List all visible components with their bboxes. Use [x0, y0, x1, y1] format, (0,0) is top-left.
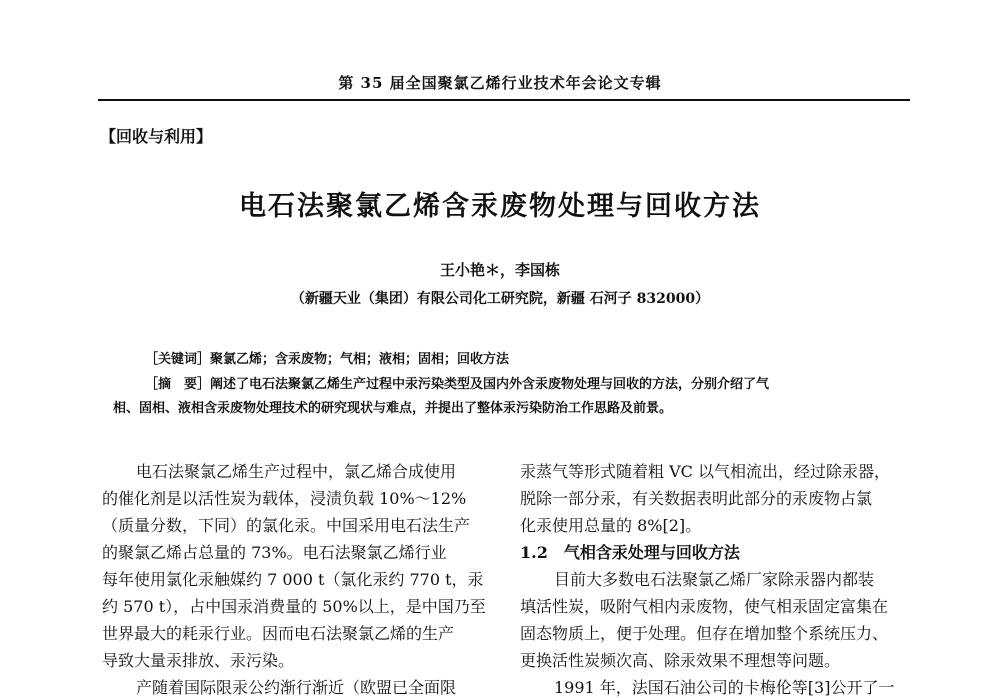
right-column [500, 0, 1000, 696]
keywords: ［关键词］聚氯乙烯；含汞废物；气相；液相；固相；回收方法 [145, 352, 510, 367]
body-line: 每年使用氯化汞触媒约 7 000 t（氯化汞约 770 t，汞 [102, 570, 484, 589]
body-line: 的聚氯乙烯占总量的 73%。电石法聚氯乙烯行业 [102, 543, 447, 562]
body-line: 电石法聚氯乙烯生产过程中，氯乙烯合成使用 [136, 462, 457, 481]
body-line: 汞蒸气等形式随着粗 VC 以气相流出，经过除汞器， [520, 462, 890, 481]
body-line: 固态物质上，便于处理。但存在增加整个系统压力、 [520, 624, 889, 643]
authors: 王小艳＊，李国栋 [439, 261, 560, 279]
body-line: 导致大量汞排放、汞污染。 [102, 651, 295, 670]
body-line: （质量分数，下同）的氯化汞。中国采用电石法生产 [102, 516, 471, 535]
body-line: 约 570 t），占中国汞消费量的 50%以上，是中国乃至 [102, 597, 486, 616]
section-heading: 1.2 气相含汞处理与回收方法 [520, 543, 740, 562]
left-column [0, 0, 500, 696]
body-line: 世界最大的耗汞行业。因而电石法聚氯乙烯的生产 [102, 624, 455, 643]
abstract-line-2: 相、固相、液相含汞废物处理技术的研究现状与难点，并提出了整体汞污染防治工作思路及前景。 [113, 401, 673, 416]
body-line: 填活性炭，吸附气相内汞废物，使气相汞固定富集在 [520, 597, 889, 616]
body-line: 产随着国际限汞公约渐行渐近（欧盟已全面限 [136, 678, 457, 697]
journal-header-title: 第 35 届全国聚氯乙烯行业技术年会论文专辑 [338, 74, 662, 92]
affiliation: （新疆天业（集团）有限公司化工研究院，新疆 石河子 832000） [290, 291, 710, 307]
body-line: 脱除一部分汞，有关数据表明此部分的汞废物占氯 [520, 489, 873, 508]
abstract-line-1: ［摘 要］阐述了电石法聚氯乙烯生产过程中汞污染类型及国内外含汞废物处理与回收的方法，分别介绍了气 [145, 377, 770, 392]
paper-title: 电石法聚氯乙烯含汞废物处理与回收方法 [239, 191, 761, 222]
body-line: 更换活性炭频次高、除汞效果不理想等问题。 [520, 651, 841, 670]
section-tag: 【回收与利用】 [100, 127, 213, 146]
body-line: 目前大多数电石法聚氯乙烯厂家除汞器内都装 [554, 570, 875, 589]
body-line: 的催化剂是以活性炭为载体，浸渍负载 10%～12% [102, 489, 467, 508]
body-line: 化汞使用总量的 8%[2]。 [520, 516, 702, 535]
body-line: 1991 年，法国石油公司的卡梅伦等[3]公开了一 [554, 678, 895, 697]
